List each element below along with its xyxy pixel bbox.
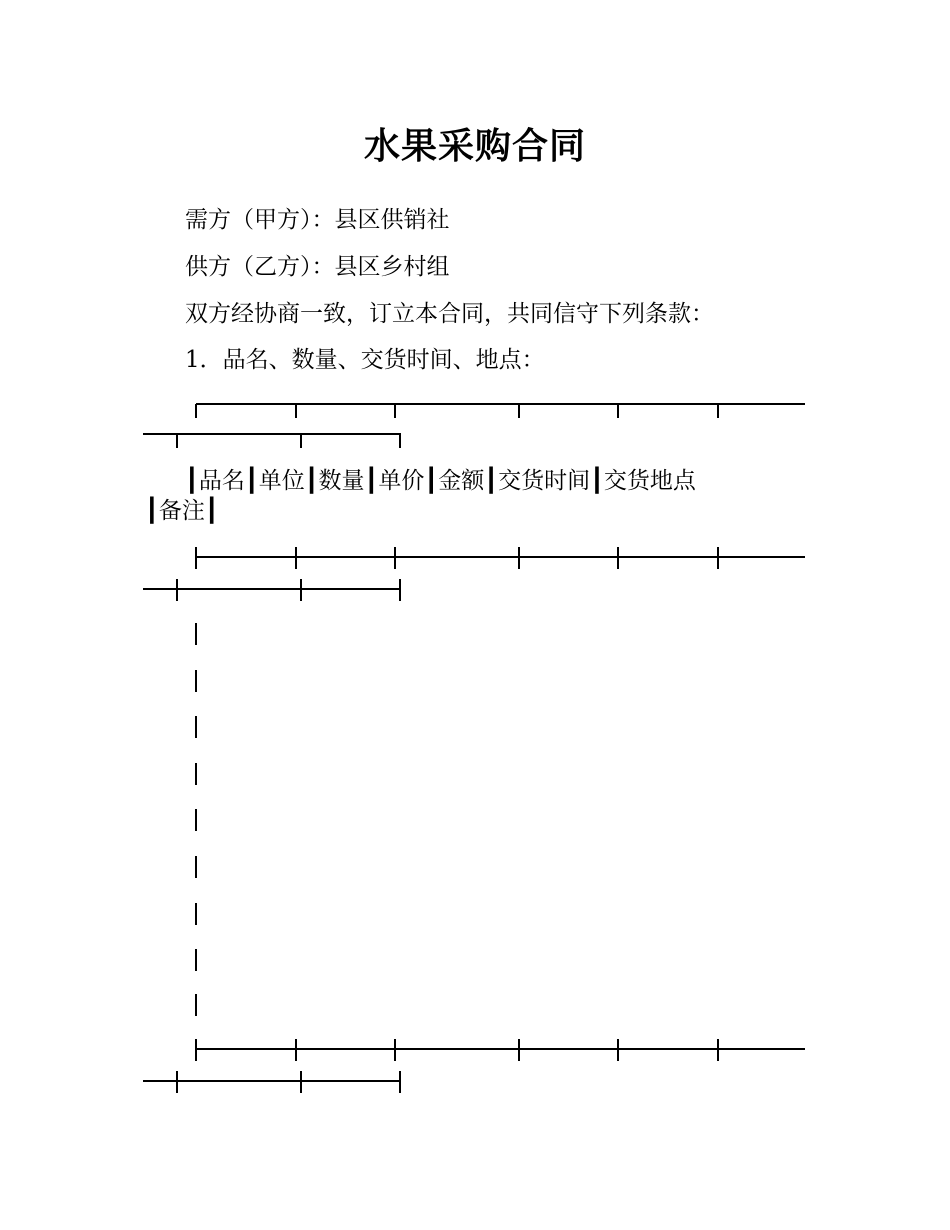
table-top-border	[143, 404, 805, 448]
document-title: 水果采购合同	[363, 126, 586, 167]
agreement-line: 双方经协商一致，订立本合同，共同信守下列条款：	[185, 301, 714, 327]
table-header-line-2: ┃备注┃	[145, 498, 219, 524]
seller-line: 供方（乙方）：县区乡村组	[185, 254, 450, 280]
table-header-separator	[143, 547, 805, 601]
table-bottom-separator	[143, 1039, 805, 1093]
table-header-line-1: ┃品名┃单位┃数量┃单价┃金额┃交货时间┃交货地点	[185, 468, 696, 494]
clause-1-heading: 1．品名、数量、交货时间、地点：	[185, 347, 545, 373]
buyer-line: 需方（甲方）：县区供销社	[185, 207, 450, 233]
